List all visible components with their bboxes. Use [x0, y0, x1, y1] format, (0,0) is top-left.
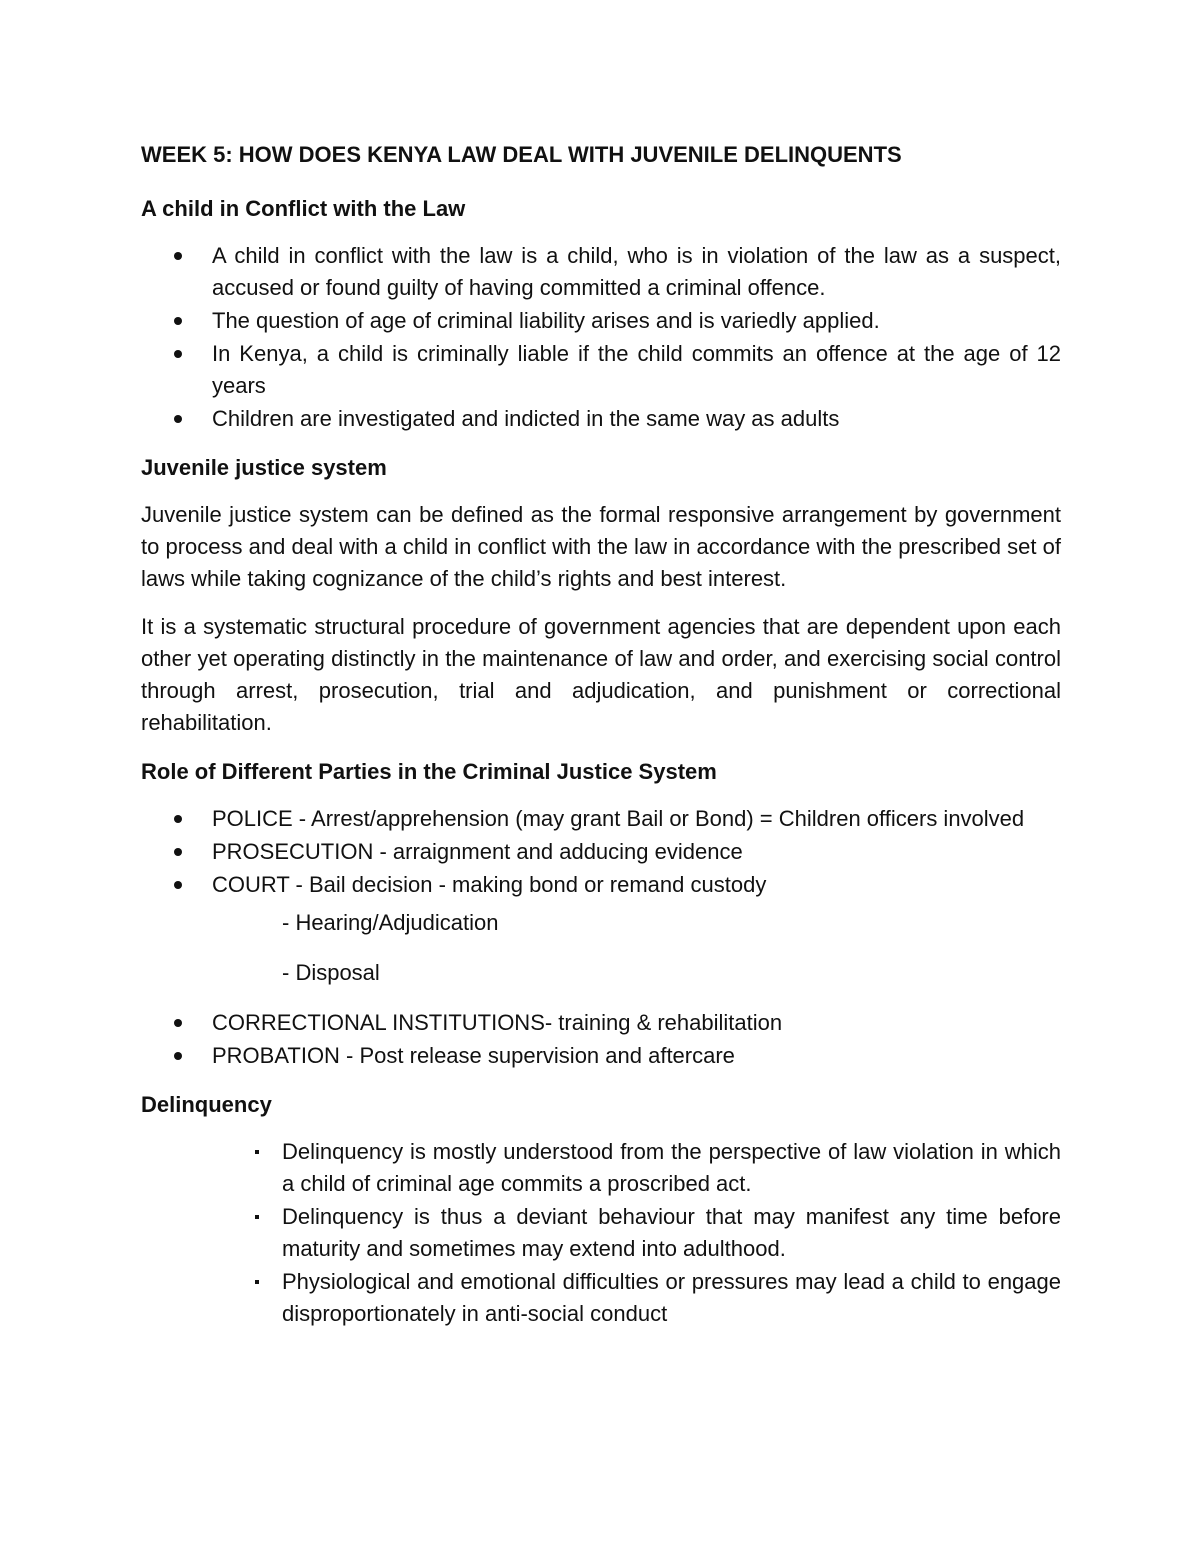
bullet-icon — [174, 848, 182, 856]
section-heading-delinquency: Delinquency — [141, 1092, 272, 1117]
bullet-icon — [255, 1280, 259, 1284]
list-item-text: Delinquency is mostly understood from the perspective of law violation in which a child of criminal age commits a proscribed act. — [282, 1139, 1061, 1196]
delinquency-list — [141, 1136, 1061, 1330]
roles-list-continued — [141, 1007, 1061, 1072]
list-item — [141, 1136, 1061, 1200]
bullet-icon — [174, 350, 182, 358]
list-item — [141, 836, 1061, 868]
list-item-text: POLICE - Arrest/apprehension (may grant Bail or Bond) = Children officers involved — [212, 806, 1025, 831]
list-item-text: The question of age of criminal liability arises and is variedly applied. — [212, 308, 880, 333]
list-item-text: A child in conflict with the law is a child, who is in violation of the law as a suspect, accused or found guilty of having committed a criminal offence. — [212, 243, 1061, 300]
list-item-text: Physiological and emotional difficulties or pressures may lead a child to engage disproportionately in anti-social conduct — [282, 1269, 1061, 1326]
document-page — [141, 138, 1061, 1331]
list-item — [141, 803, 1061, 835]
list-item-text: CORRECTIONAL INSTITUTIONS- training & rehabilitation — [212, 1010, 783, 1035]
list-item-text: In Kenya, a child is criminally liable if the child commits an offence at the age of 12 years — [212, 341, 1061, 398]
bullet-icon — [174, 317, 182, 325]
bullet-icon — [174, 881, 182, 889]
list-item — [141, 403, 1061, 435]
bullet-icon — [174, 252, 182, 260]
court-sub-item: - Disposal — [282, 960, 380, 985]
list-item-text: PROBATION - Post release supervision and aftercare — [212, 1043, 735, 1068]
bullet-icon — [174, 815, 182, 823]
list-item — [141, 1201, 1061, 1265]
section-heading-juvenile-justice: Juvenile justice system — [141, 455, 387, 480]
list-item — [141, 1007, 1061, 1039]
list-item — [141, 305, 1061, 337]
paragraph: It is a systematic structural procedure of government agencies that are dependent upon each other yet operating distinctly in the maintenance of law and order, and exercising social control through arrest, prosecution, trial and adjudication, and punishment or correctional rehabilitation. — [141, 614, 1061, 735]
section-heading-role-of-parties: Role of Different Parties in the Criminal Justice System — [141, 759, 717, 784]
list-item — [141, 338, 1061, 402]
list-item — [141, 1266, 1061, 1330]
list-item — [141, 1040, 1061, 1072]
list-item — [141, 869, 1061, 901]
list-item-text: Children are investigated and indicted in the same way as adults — [212, 406, 840, 431]
bullet-icon — [174, 1052, 182, 1060]
bullet-icon — [174, 415, 182, 423]
paragraph: Juvenile justice system can be defined as the formal responsive arrangement by government to process and deal with a child in conflict with the law in accordance with the prescribed set of laws while taking cognizance of the child’s rights and best interest. — [141, 502, 1061, 591]
document-title: WEEK 5: HOW DOES KENYA LAW DEAL WITH JUVENILE DELINQUENTS — [141, 142, 902, 167]
bullet-icon — [255, 1215, 259, 1219]
court-sub-item: - Hearing/Adjudication — [282, 910, 499, 935]
list-item-text: COURT - Bail decision - making bond or remand custody — [212, 872, 767, 897]
list-item — [141, 240, 1061, 304]
child-in-conflict-list — [141, 240, 1061, 435]
bullet-icon — [255, 1150, 259, 1154]
section-heading-child-in-conflict: A child in Conflict with the Law — [141, 196, 466, 221]
list-item-text: Delinquency is thus a deviant behaviour that may manifest any time before maturity and sometimes may extend into adulthood. — [282, 1204, 1061, 1261]
bullet-icon — [174, 1019, 182, 1027]
list-item-text: PROSECUTION - arraignment and adducing evidence — [212, 839, 743, 864]
roles-list — [141, 803, 1061, 901]
